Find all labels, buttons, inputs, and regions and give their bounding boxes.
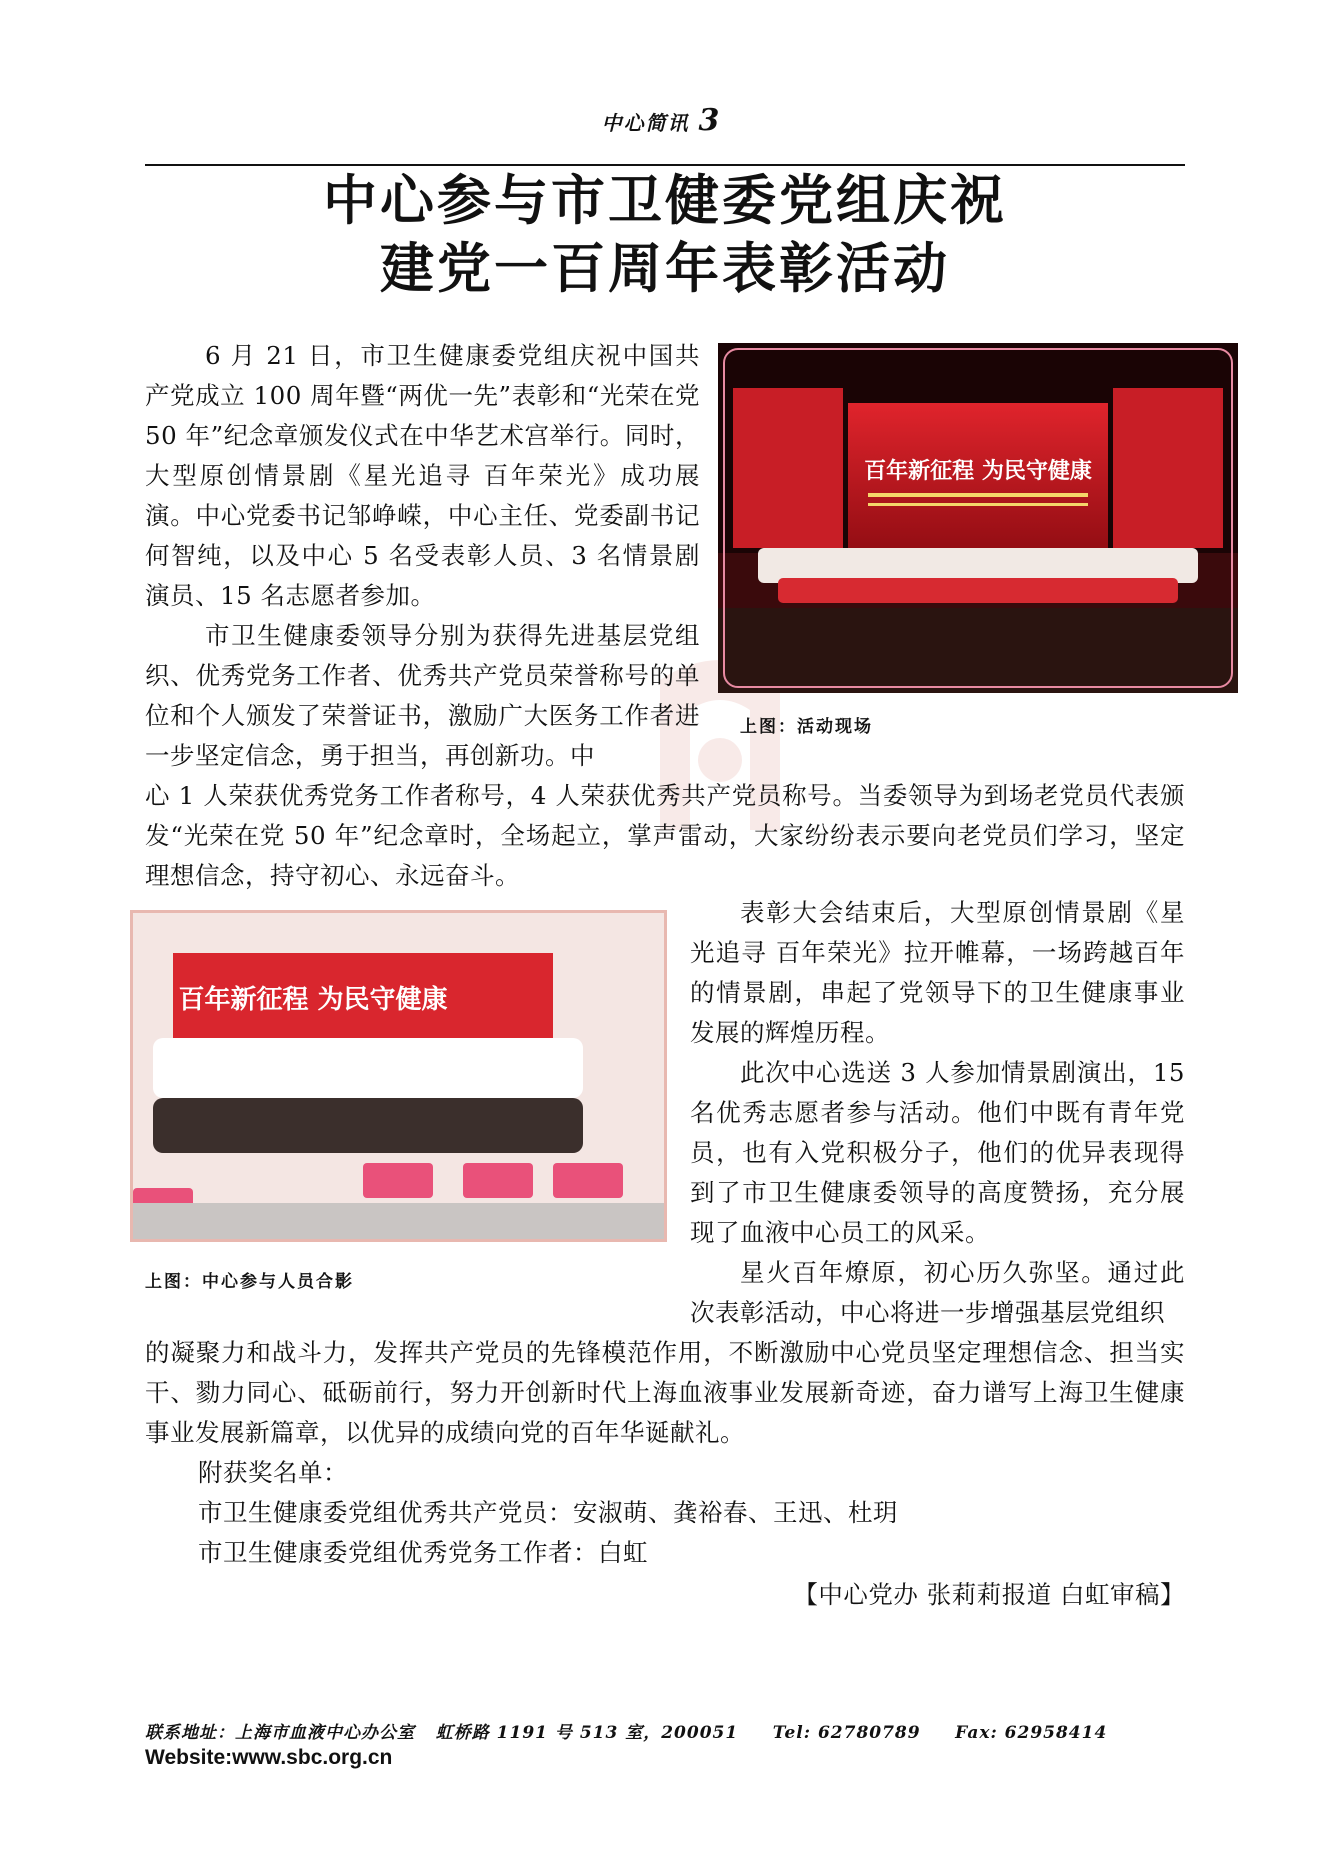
header-rule — [145, 164, 1185, 166]
photo-group-illustration — [133, 913, 664, 1239]
paragraph-2-part-b: 心 1 人荣获优秀党务工作者称号，4 人荣获优秀共产党员称号。当委领导为到场老党员代表颁发“光荣在党 50 年”纪念章时，全场起立，掌声雷动，大家纷纷表示要向老党员们学习，坚定理想信念，持守初心、永远奋斗。 — [145, 781, 1185, 890]
paragraph-3: 表彰大会结束后，大型原创情景剧《星光追寻 百年荣光》拉开帷幕，一场跨越百年的情景剧，串起了党领导下的卫生健康事业发展的辉煌历程。 — [690, 898, 1185, 1047]
caption-photo-2: 上图：中心参与人员合影 — [145, 1272, 354, 1292]
photo-event-illustration — [718, 343, 1238, 693]
paragraph-4: 此次中心选送 3 人参加情景剧演出，15 名优秀志愿者参与活动。他们中既有青年党员，也有入党积极分子，他们的优异表现得到了市卫生健康委领导的高度赞扬，充分展现了血液中心员工的风采。 — [690, 1058, 1185, 1247]
awards-line-1: 市卫生健康委党组优秀共产党员：安淑萌、龚裕春、王迅、杜玥 — [198, 1498, 898, 1527]
paragraph-5-part-b: 的凝聚力和战斗力，发挥共产党员的先锋模范作用，不断激励中心党员坚定理想信念、担当实干、勠力同心、砥砺前行，努力开创新时代上海血液事业发展新奇迹，奋力谱写上海卫生健康事业发展新篇章，以优异的成绩向党的百年华诞献礼。 — [145, 1338, 1185, 1447]
signature: 【中心党办 张莉莉报道 白虹审稿】 — [793, 1580, 1185, 1609]
photo-group — [130, 910, 667, 1242]
article-fullwidth-2 — [145, 1333, 1185, 1453]
footer-website: Website:www.sbc.org.cn — [145, 1746, 393, 1769]
page-number: 3 — [698, 103, 722, 138]
awards-line-2: 市卫生健康委党组优秀党务工作者：白虹 — [198, 1538, 648, 1567]
page-header — [0, 103, 1323, 138]
article-column-top — [145, 336, 700, 776]
article-fullwidth-1 — [145, 776, 1185, 896]
header-text: 中心简讯 — [601, 111, 690, 135]
stage-banner-slogan: 百年新征程 为民守健康 — [864, 459, 1092, 484]
caption-photo-1: 上图：活动现场 — [740, 717, 873, 737]
awards-list — [198, 1453, 1178, 1573]
paragraph-5-part-a: 星火百年燎原，初心历久弥坚。通过此次表彰活动，中心将进一步增强基层党组织 — [690, 1258, 1185, 1327]
paragraph-1: 6 月 21 日，市卫生健康委党组庆祝中国共产党成立 100 周年暨“两优一先”表彰和“光荣在党 50 年”纪念章颁发仪式在中华艺术宫举行。同时，大型原创情景剧《星光追寻 百年荣光》成功展演。中心党委书记邹峥嵘，中心主任、党委副书记何智纯，以及中心 5 名受表彰人员、3 名情景剧演员、15 名志愿者参加。 — [145, 341, 700, 610]
photo-event-stage — [718, 343, 1238, 693]
title-line-1: 中心参与市卫健委党组庆祝 — [323, 169, 1007, 232]
backdrop-slogan: 百年新征程 为民守健康 — [178, 985, 448, 1015]
footer-contact: 联系地址：上海市血液中心办公室 虹桥路 1191 号 513 室，200051 Tel: 62780789 Fax: 62958414 — [145, 1723, 1108, 1743]
paragraph-2-part-a: 市卫生健康委领导分别为获得先进基层党组织、优秀党务工作者、优秀共产党员荣誉称号的单位和个人颁发了荣誉证书，激励广大医务工作者进一步坚定信念，勇于担当，再创新功。中 — [145, 621, 700, 770]
title-line-2: 建党一百周年表彰活动 — [380, 237, 950, 300]
awards-heading: 附获奖名单： — [198, 1458, 348, 1487]
article-column-right — [690, 893, 1185, 1333]
